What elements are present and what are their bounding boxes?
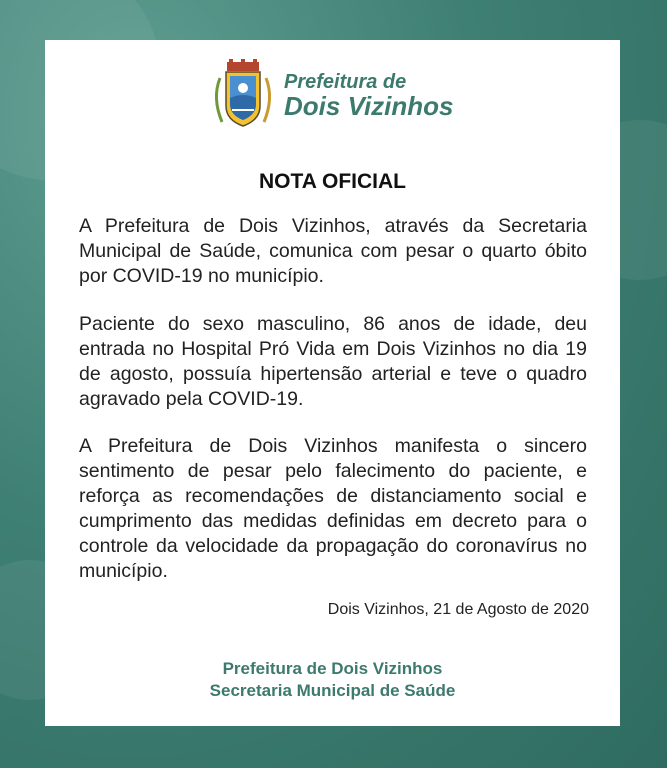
logo-line-1: Prefeitura de <box>284 71 407 93</box>
logo-wordmark <box>284 72 454 120</box>
paragraph-announcement: A Prefeitura de Dois Vizinhos, através da Secretaria Municipal de Saúde, comunica com pesar o quarto óbito por COVID-19 no município. <box>79 215 587 287</box>
paragraph-condolences: A Prefeitura de Dois Vizinhos manifesta o sincero sentimento de pesar pelo falecimento do paciente, e reforça as recomendações de distanciamento social e cumprimento das medidas definidas em decreto para o controle da velocidade da propagação do coronavírus no município. <box>79 435 587 582</box>
coat-of-arms-icon <box>210 58 276 132</box>
paragraph-patient-details: Paciente do sexo masculino, 86 anos de idade, deu entrada no Hospital Pró Vida em Dois Vizinhos no dia 19 de agosto, possuía hipertensão arterial e teve o quadro agravado pela COVID-19. <box>79 313 587 410</box>
signature-department: Secretaria Municipal de Saúde <box>209 681 456 700</box>
official-note-card <box>45 40 620 726</box>
logo-line-2: Dois Vizinhos <box>284 91 454 121</box>
municipality-logo <box>210 58 470 132</box>
signature-municipality: Prefeitura de Dois Vizinhos <box>222 659 443 678</box>
dateline: Dois Vizinhos, 21 de Agosto de 2020 <box>327 601 589 618</box>
note-title: NOTA OFICIAL <box>259 170 406 193</box>
